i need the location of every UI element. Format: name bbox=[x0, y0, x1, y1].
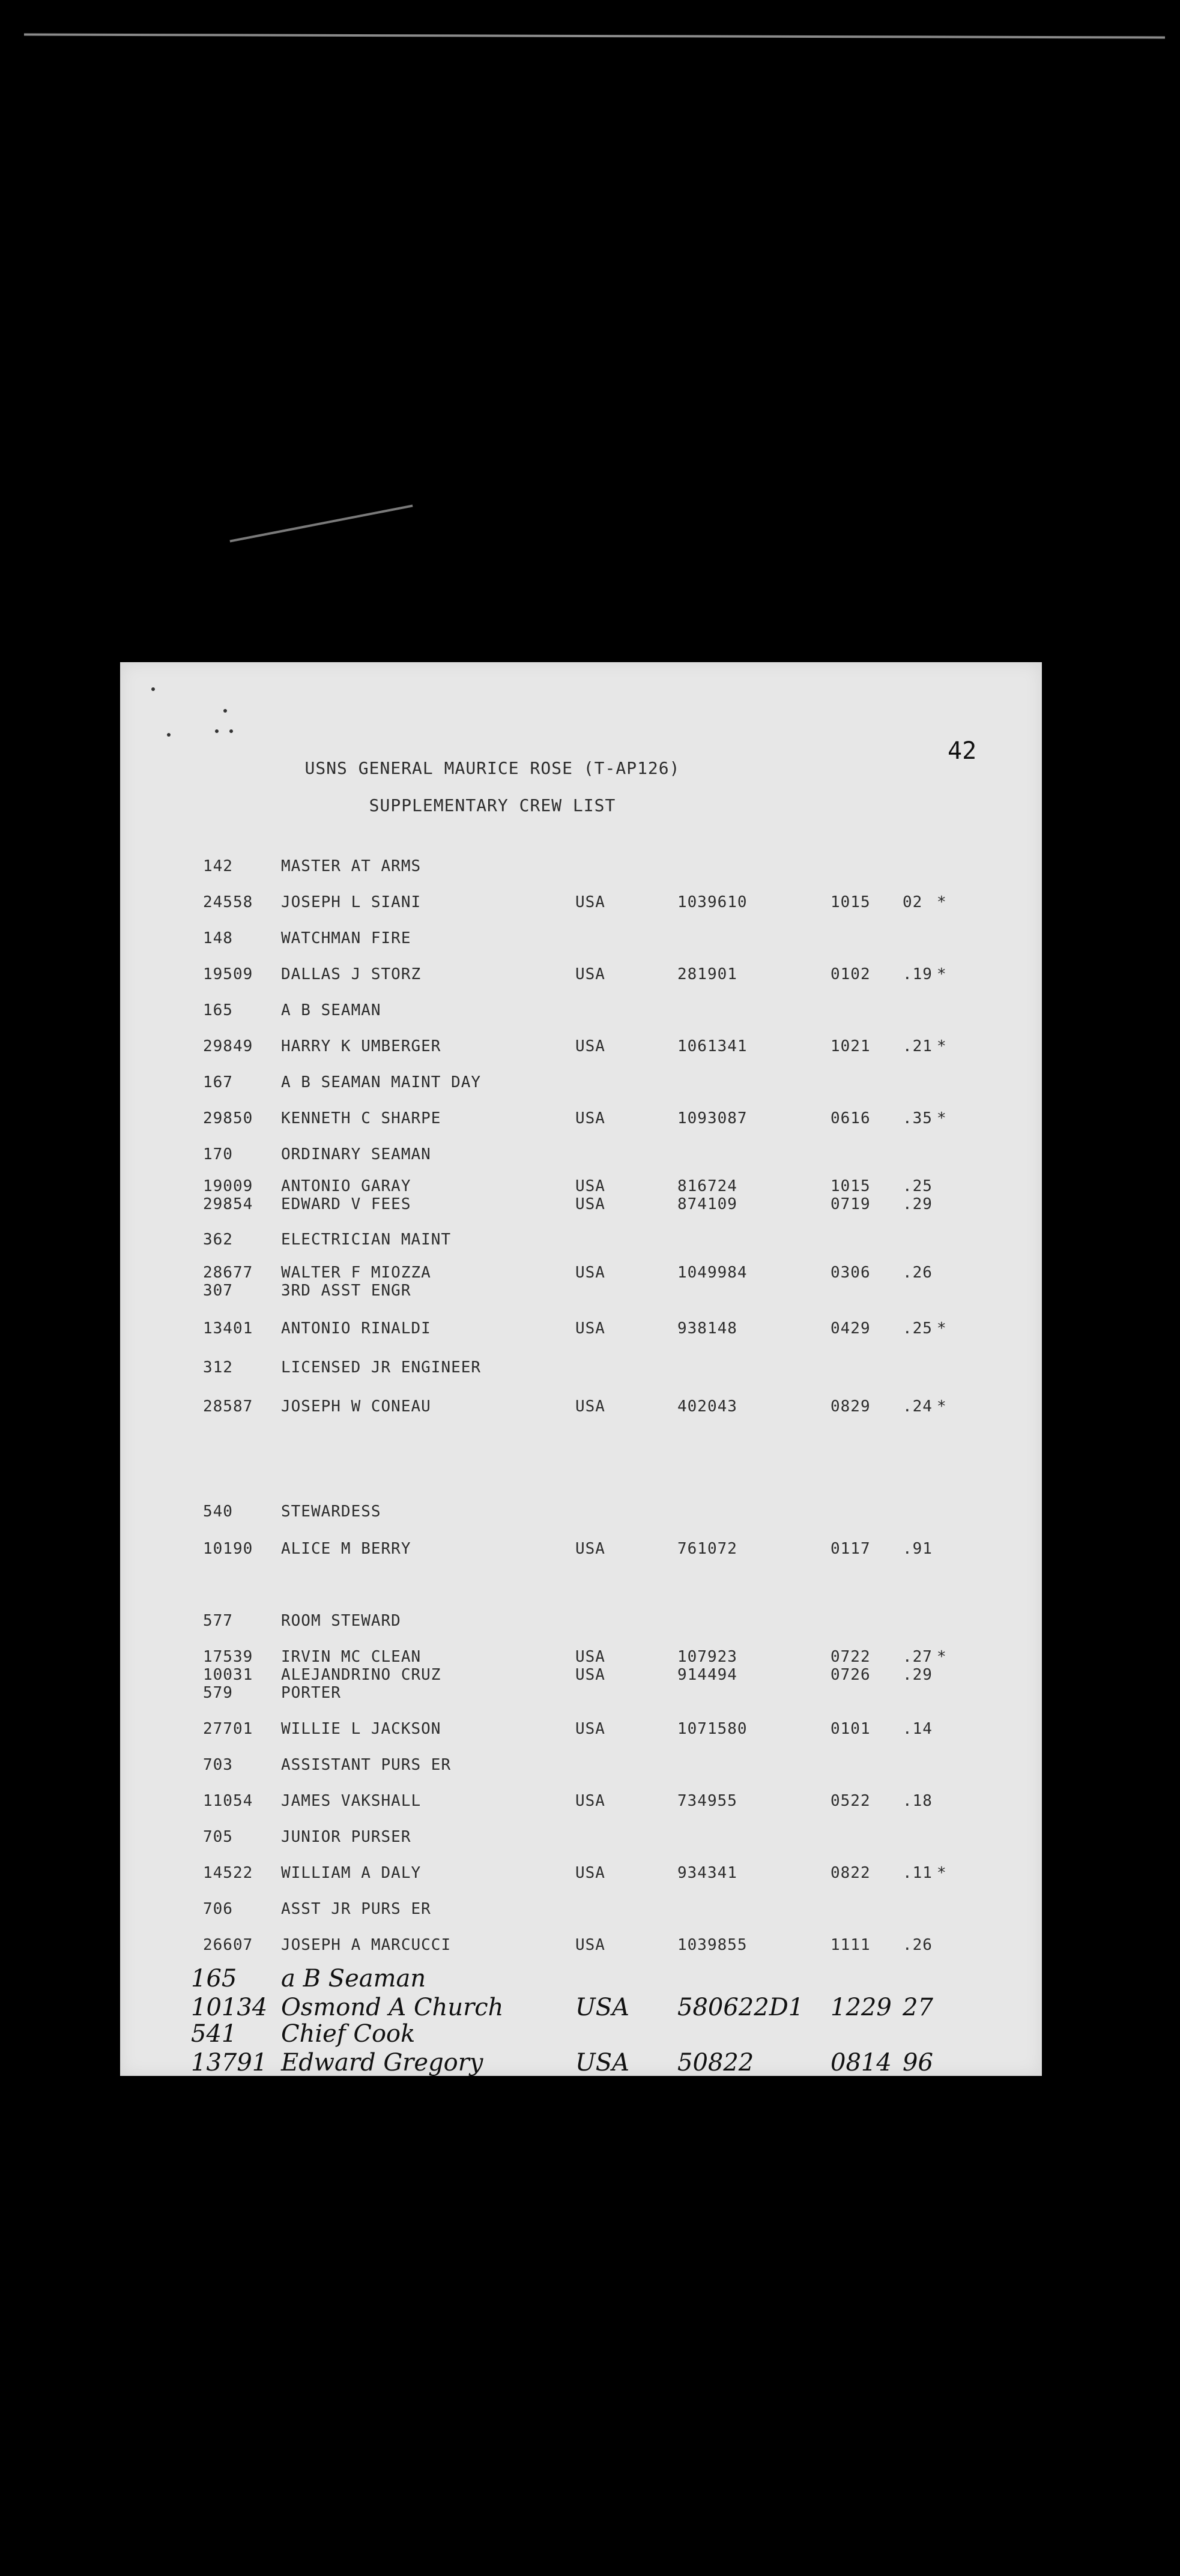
job-title: A B SEAMAN bbox=[281, 1001, 381, 1019]
document-number: 1061341 bbox=[677, 1037, 748, 1055]
scan-speck bbox=[151, 687, 155, 691]
crew-id: 19509 bbox=[203, 965, 253, 983]
rate: .27 bbox=[903, 1648, 933, 1666]
document-number: 874109 bbox=[677, 1195, 737, 1213]
rate: .91 bbox=[903, 1540, 933, 1558]
job-title: JUNIOR PURSER bbox=[281, 1828, 411, 1846]
crew-name: ANTONIO GARAY bbox=[281, 1177, 411, 1195]
crew-name: IRVIN MC CLEAN bbox=[281, 1648, 422, 1666]
rate: .21 bbox=[903, 1037, 933, 1055]
scan-speck bbox=[229, 729, 233, 733]
document-number: 1039855 bbox=[677, 1936, 748, 1954]
document-number: 934341 bbox=[677, 1864, 737, 1882]
crew-id: 26607 bbox=[203, 1936, 253, 1954]
nationality: USA bbox=[575, 1936, 605, 1954]
nationality: USA bbox=[575, 1177, 605, 1195]
crew-id: 29849 bbox=[203, 1037, 253, 1055]
date-code: 0829 bbox=[831, 1398, 871, 1416]
date-code: 0719 bbox=[831, 1195, 871, 1213]
crew-id: 19009 bbox=[203, 1177, 253, 1195]
crew-id: 29854 bbox=[203, 1195, 253, 1213]
document-number: 761072 bbox=[677, 1540, 737, 1558]
handwritten-crew-name: Osmond A Church bbox=[281, 1994, 504, 2021]
date-code: 1015 bbox=[831, 893, 871, 911]
crew-name: KENNETH C SHARPE bbox=[281, 1109, 441, 1127]
asterisk-mark: * bbox=[937, 1648, 947, 1666]
rate: .18 bbox=[903, 1792, 933, 1810]
handwritten-job-code: 165 bbox=[191, 1965, 237, 1992]
handwritten-job-title: a B Seaman bbox=[281, 1965, 426, 1992]
crew-name: HARRY K UMBERGER bbox=[281, 1037, 441, 1055]
date-code: 0722 bbox=[831, 1648, 871, 1666]
handwritten-date-code: 0814 bbox=[831, 2049, 892, 2077]
date-code: 0522 bbox=[831, 1792, 871, 1810]
crew-id: 14522 bbox=[203, 1864, 253, 1882]
asterisk-mark: * bbox=[937, 1864, 947, 1882]
crew-id: 10031 bbox=[203, 1666, 253, 1684]
handwritten-crew-id: 10134 bbox=[191, 1994, 268, 2021]
date-code: 1111 bbox=[831, 1936, 871, 1954]
job-code: 148 bbox=[203, 929, 233, 947]
document-number: 1093087 bbox=[677, 1109, 748, 1127]
handwritten-document-number: 50822 bbox=[677, 2049, 754, 2077]
job-title: STEWARDESS bbox=[281, 1503, 381, 1521]
date-code: 0117 bbox=[831, 1540, 871, 1558]
rate: .11 bbox=[903, 1864, 933, 1882]
stray-scan-mark bbox=[229, 504, 413, 542]
rate: .29 bbox=[903, 1195, 933, 1213]
job-code: 706 bbox=[203, 1900, 233, 1918]
asterisk-mark: * bbox=[937, 1109, 947, 1127]
handwritten-rate: 96 bbox=[903, 2049, 933, 2077]
rate: .35 bbox=[903, 1109, 933, 1127]
crew-list-page bbox=[120, 662, 1042, 2076]
job-title: LICENSED JR ENGINEER bbox=[281, 1359, 482, 1377]
nationality: USA bbox=[575, 1864, 605, 1882]
document-number: 1071580 bbox=[677, 1720, 748, 1738]
crew-id: 27701 bbox=[203, 1720, 253, 1738]
handwritten-crew-id: 13791 bbox=[191, 2049, 268, 2077]
job-title: ASST JR PURS ER bbox=[281, 1900, 431, 1918]
nationality: USA bbox=[575, 1540, 605, 1558]
job-code: 312 bbox=[203, 1359, 233, 1377]
job-title: 3RD ASST ENGR bbox=[281, 1282, 411, 1300]
crew-id: 17539 bbox=[203, 1648, 253, 1666]
rate: .26 bbox=[903, 1264, 933, 1282]
crew-name: ALICE M BERRY bbox=[281, 1540, 411, 1558]
crew-name: DALLAS J STORZ bbox=[281, 965, 422, 983]
job-title: A B SEAMAN MAINT DAY bbox=[281, 1073, 482, 1091]
nationality: USA bbox=[575, 1792, 605, 1810]
document-number: 938148 bbox=[677, 1320, 737, 1338]
job-title: ELECTRICIAN MAINT bbox=[281, 1231, 452, 1249]
crew-name: WILLIE L JACKSON bbox=[281, 1720, 441, 1738]
job-code: 362 bbox=[203, 1231, 233, 1249]
document-number: 107923 bbox=[677, 1648, 737, 1666]
crew-name: ALEJANDRINO CRUZ bbox=[281, 1666, 441, 1684]
crew-name: JOSEPH A MARCUCCI bbox=[281, 1936, 452, 1954]
rate: .29 bbox=[903, 1666, 933, 1684]
document-number: 402043 bbox=[677, 1398, 737, 1416]
handwritten-rate: 27 bbox=[903, 1994, 933, 2021]
asterisk-mark: * bbox=[937, 1320, 947, 1338]
document-number: 1039610 bbox=[677, 893, 748, 911]
job-title: PORTER bbox=[281, 1684, 341, 1702]
document-number: 914494 bbox=[677, 1666, 737, 1684]
document-number: 816724 bbox=[677, 1177, 737, 1195]
nationality: USA bbox=[575, 1320, 605, 1338]
rate: .24 bbox=[903, 1398, 933, 1416]
scan-speck bbox=[223, 709, 227, 713]
crew-id: 24558 bbox=[203, 893, 253, 911]
nationality: USA bbox=[575, 1666, 605, 1684]
job-title: WATCHMAN FIRE bbox=[281, 929, 411, 947]
date-code: 0429 bbox=[831, 1320, 871, 1338]
nationality: USA bbox=[575, 965, 605, 983]
document-subtitle: SUPPLEMENTARY CREW LIST bbox=[369, 795, 616, 815]
crew-id: 28677 bbox=[203, 1264, 253, 1282]
job-code: 165 bbox=[203, 1001, 233, 1019]
asterisk-mark: * bbox=[937, 1037, 947, 1055]
job-title: ROOM STEWARD bbox=[281, 1612, 401, 1630]
rate: .25 bbox=[903, 1177, 933, 1195]
date-code: 0306 bbox=[831, 1264, 871, 1282]
handwritten-nationality: USA bbox=[575, 1994, 629, 2021]
document-number: 1049984 bbox=[677, 1264, 748, 1282]
crew-id: 11054 bbox=[203, 1792, 253, 1810]
crew-name: WILLIAM A DALY bbox=[281, 1864, 422, 1882]
rate: .25 bbox=[903, 1320, 933, 1338]
crew-id: 29850 bbox=[203, 1109, 253, 1127]
handwritten-nationality: USA bbox=[575, 2049, 629, 2077]
crew-name: EDWARD V FEES bbox=[281, 1195, 411, 1213]
asterisk-mark: * bbox=[937, 1398, 947, 1416]
handwritten-document-number: 580622D1 bbox=[677, 1994, 804, 2021]
crew-id: 28587 bbox=[203, 1398, 253, 1416]
rate: 02 bbox=[903, 893, 923, 911]
job-code: 142 bbox=[203, 857, 233, 875]
job-code: 170 bbox=[203, 1145, 233, 1163]
scan-speck bbox=[167, 733, 171, 737]
job-title: MASTER AT ARMS bbox=[281, 857, 422, 875]
crew-name: WALTER F MIOZZA bbox=[281, 1264, 431, 1282]
document-title: USNS GENERAL MAURICE ROSE (T-AP126) bbox=[304, 758, 680, 778]
nationality: USA bbox=[575, 1264, 605, 1282]
crew-name: JAMES VAKSHALL bbox=[281, 1792, 422, 1810]
date-code: 0101 bbox=[831, 1720, 871, 1738]
date-code: 1021 bbox=[831, 1037, 871, 1055]
scan-speck bbox=[215, 729, 219, 733]
job-code: 307 bbox=[203, 1282, 233, 1300]
document-number: 281901 bbox=[677, 965, 737, 983]
job-title: ORDINARY SEAMAN bbox=[281, 1145, 431, 1163]
job-code: 579 bbox=[203, 1684, 233, 1702]
job-code: 703 bbox=[203, 1756, 233, 1774]
crew-name: JOSEPH W CONEAU bbox=[281, 1398, 431, 1416]
handwritten-date-code: 1229 bbox=[831, 1994, 892, 2021]
asterisk-mark: * bbox=[937, 893, 947, 911]
asterisk-mark: * bbox=[937, 965, 947, 983]
nationality: USA bbox=[575, 1720, 605, 1738]
crew-id: 13401 bbox=[203, 1320, 253, 1338]
job-title: ASSISTANT PURS ER bbox=[281, 1756, 452, 1774]
page-number: 42 bbox=[948, 737, 977, 765]
handwritten-job-title: Chief Cook bbox=[281, 2020, 416, 2048]
nationality: USA bbox=[575, 1648, 605, 1666]
crew-name: ANTONIO RINALDI bbox=[281, 1320, 431, 1338]
document-number: 734955 bbox=[677, 1792, 737, 1810]
nationality: USA bbox=[575, 1109, 605, 1127]
date-code: 0726 bbox=[831, 1666, 871, 1684]
nationality: USA bbox=[575, 1398, 605, 1416]
crew-id: 10190 bbox=[203, 1540, 253, 1558]
rate: .14 bbox=[903, 1720, 933, 1738]
rate: .26 bbox=[903, 1936, 933, 1954]
top-scan-line bbox=[24, 34, 1165, 39]
date-code: 0822 bbox=[831, 1864, 871, 1882]
nationality: USA bbox=[575, 893, 605, 911]
job-code: 705 bbox=[203, 1828, 233, 1846]
nationality: USA bbox=[575, 1195, 605, 1213]
rate: .19 bbox=[903, 965, 933, 983]
job-code: 577 bbox=[203, 1612, 233, 1630]
job-code: 540 bbox=[203, 1503, 233, 1521]
date-code: 0616 bbox=[831, 1109, 871, 1127]
date-code: 0102 bbox=[831, 965, 871, 983]
job-code: 167 bbox=[203, 1073, 233, 1091]
crew-name: JOSEPH L SIANI bbox=[281, 893, 422, 911]
date-code: 1015 bbox=[831, 1177, 871, 1195]
handwritten-job-code: 541 bbox=[191, 2020, 237, 2048]
nationality: USA bbox=[575, 1037, 605, 1055]
handwritten-crew-name: Edward Gregory bbox=[281, 2049, 483, 2077]
